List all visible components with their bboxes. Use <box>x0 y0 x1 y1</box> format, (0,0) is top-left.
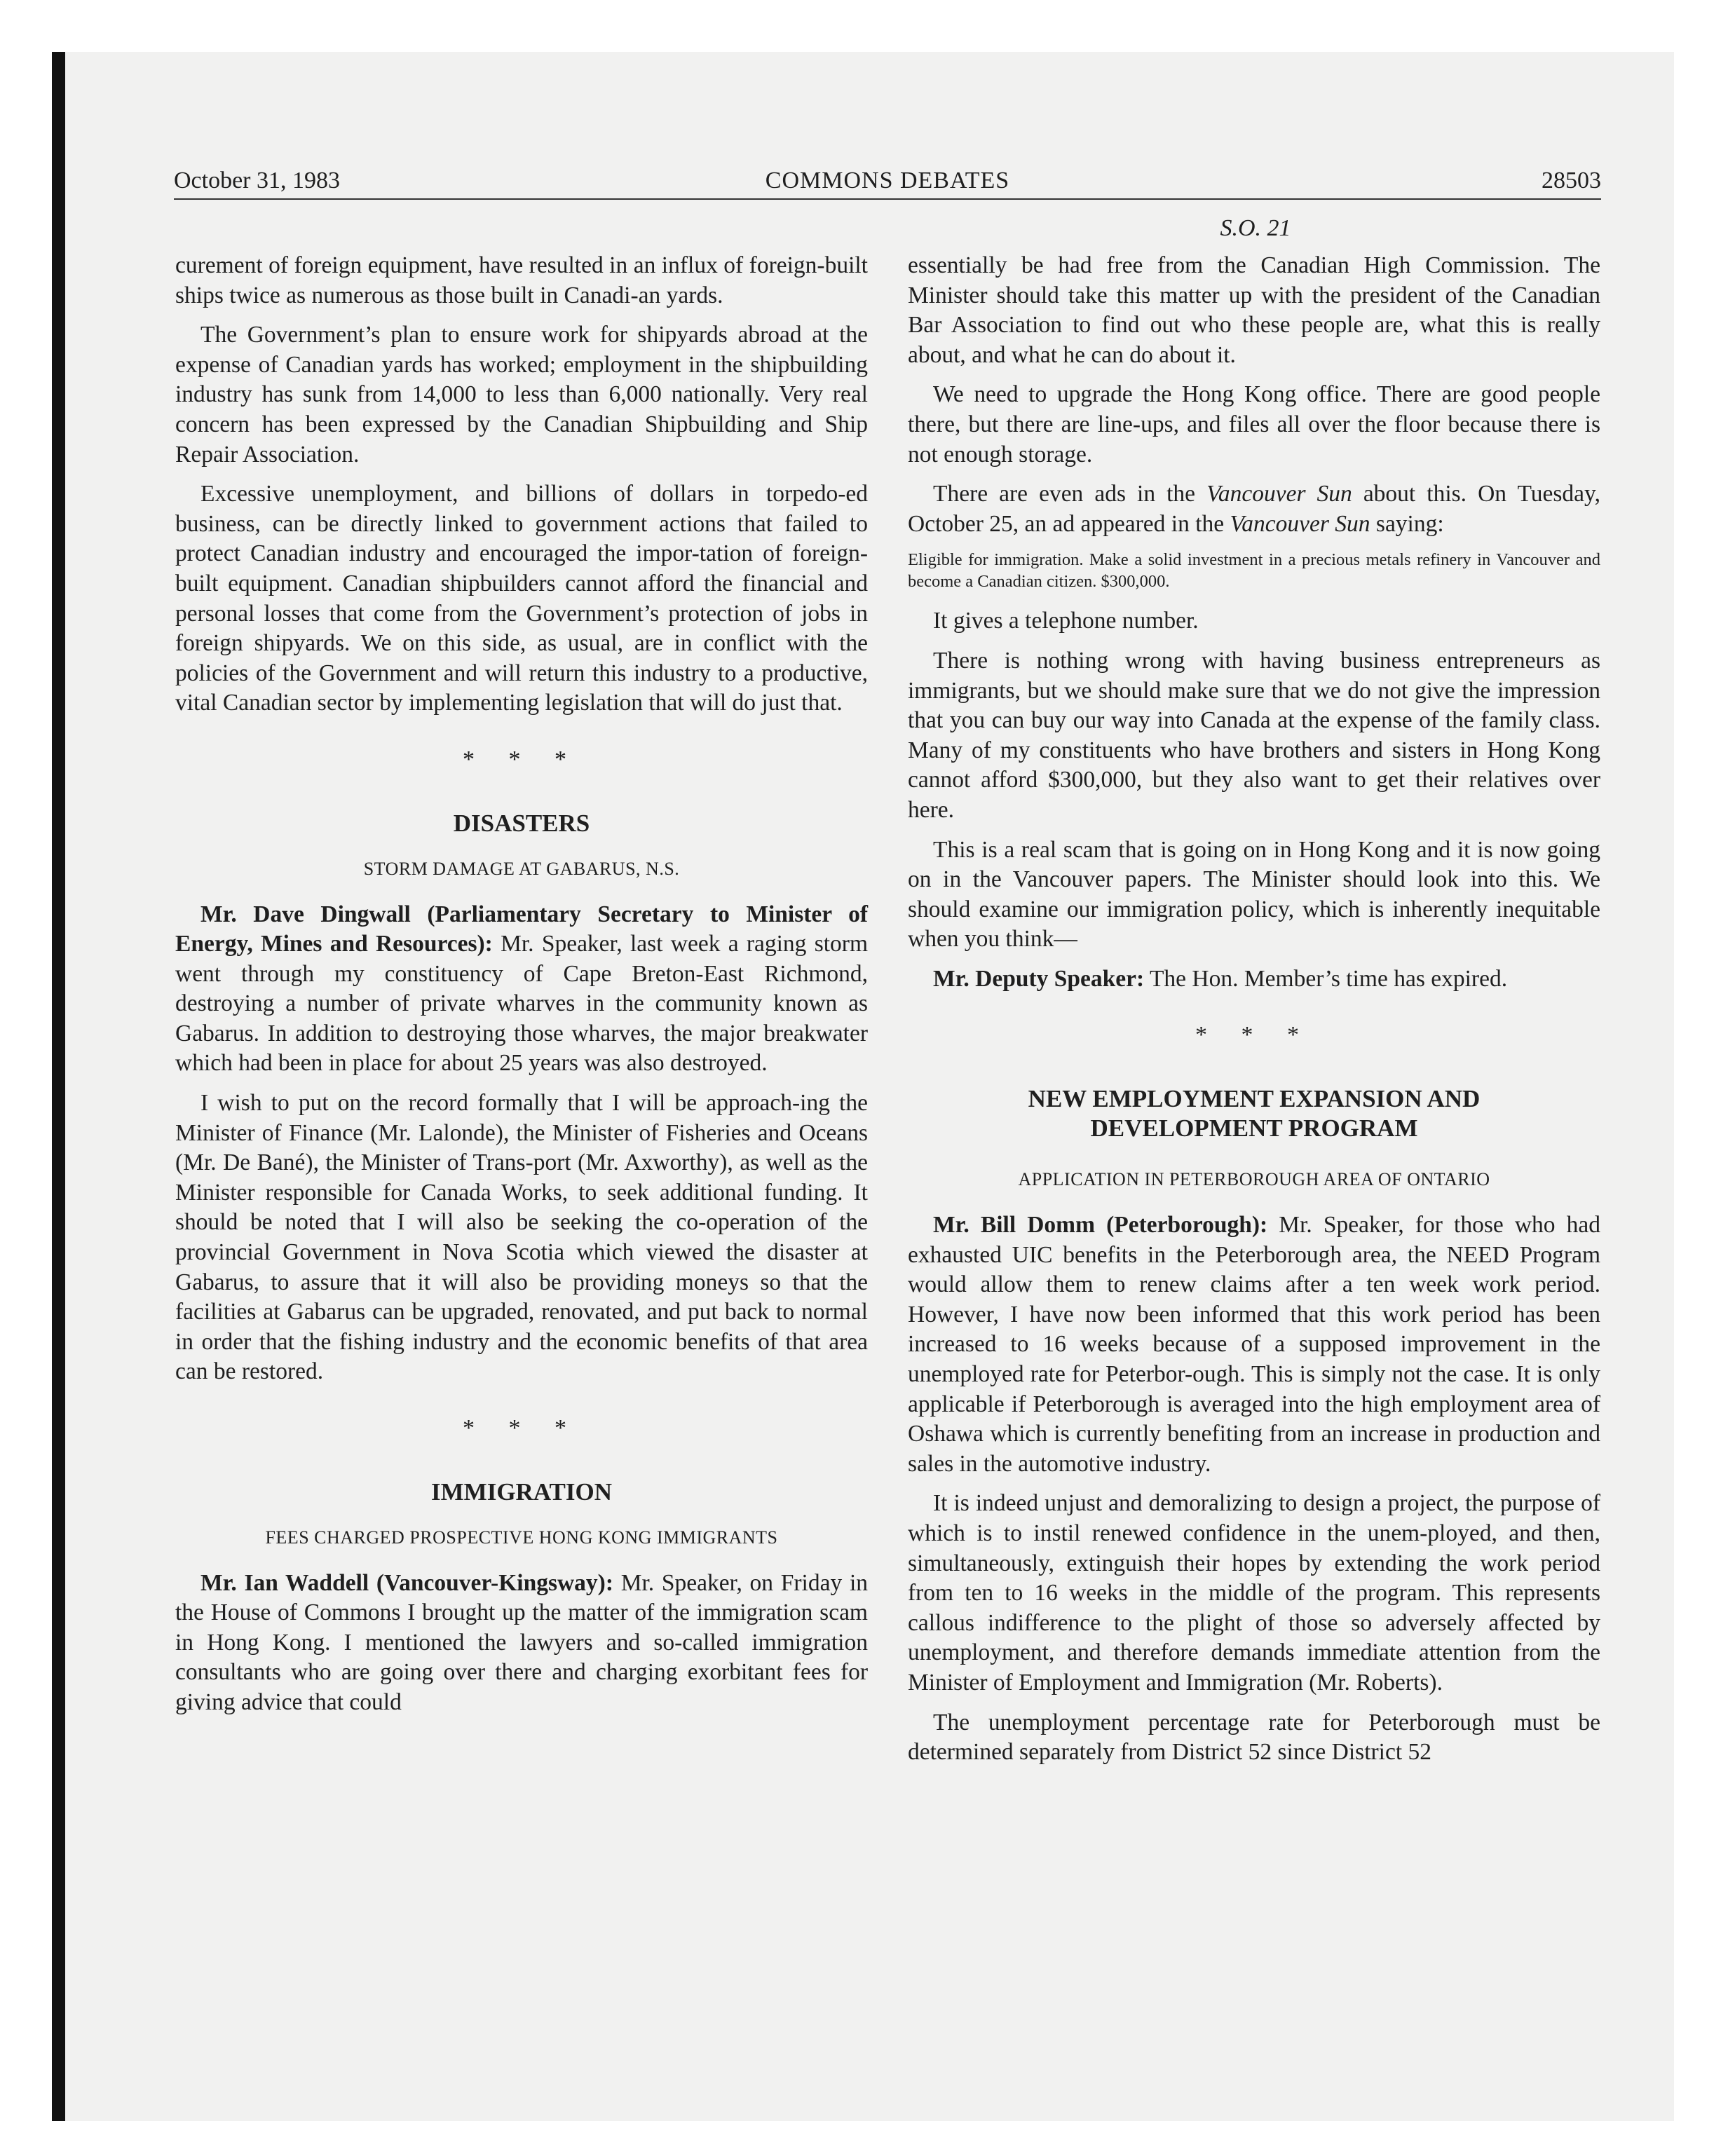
scan-binding-edge <box>52 52 65 2121</box>
speech-paragraph <box>908 964 1600 995</box>
header-title: COMMONS DEBATES <box>765 168 1010 193</box>
newspaper-title: Vancouver Sun <box>1206 481 1352 507</box>
speech-text: Mr. Speaker, last week a raging storm went through my constituency of Cape Breton-East Richmond, destroying a number of private wharves in the community known as Gabarus. In addition to destroying those wharves, the major breakwater which had been in place for about 25 years was also destroyed. <box>175 931 868 1077</box>
quoted-ad: Eligible for immigration. Make a solid investment in a precious metals refinery in Vancouver and become a Canadian citizen. $300,000. <box>908 550 1600 592</box>
paragraph: Excessive unemployment, and billions of dollars in torpedo-ed business, can be directly linked to government actions that failed to protect Canadian industry and encouraged the impor-tation of foreign-built equipment. Canadian shipbuilders cannot afford the financial and personal losses that come from the Government’s protection of jobs in foreign shipyards. We on this side, as usual, are in conflict with the policies of the Government and will return this industry to a productive, vital Canadian sector by implementing legislation that will do just that. <box>175 481 868 716</box>
speaker-name: Mr. Ian Waddell (Vancouver-Kingsway): <box>200 1569 613 1596</box>
right-column <box>908 251 1600 1778</box>
section-separator: * * * <box>1195 1022 1313 1049</box>
section-subheading: APPLICATION IN PETERBOROUGH AREA OF ONTARIO <box>1018 1169 1490 1190</box>
section-subheading: STORM DAMAGE AT GABARUS, N.S. <box>363 858 680 879</box>
text-run: saying: <box>1370 510 1444 537</box>
text-run: There are even ads in the <box>933 481 1207 507</box>
speaker-name: Mr. Bill Domm (Peterborough): <box>933 1212 1268 1239</box>
paragraph: This is a real scam that is going on in Hong Kong and it is now going on in the Vancouver papers. The Minister should look into this. We should examine our immigration policy, which is inherently inequitable when you think— <box>908 836 1600 953</box>
page-header <box>174 167 1601 195</box>
header-date: October 31, 1983 <box>174 168 341 193</box>
section-separator: * * * <box>463 1415 580 1441</box>
section-heading <box>908 1084 1600 1143</box>
speaker-name: Mr. Dave Dingwall (Parliamentary Secretary to Minister of Energy, Mines and Resources): <box>175 901 868 957</box>
speaker-name: Mr. Deputy Speaker: <box>933 965 1145 992</box>
paragraph: There is nothing wrong with having business entrepreneurs as immigrants, but we should make sure that we do not give the impression that you can buy our way into Canada at the expense of the family class. Many of my constituents who have brothers and sisters in Hong Kong cannot afford $300,000, but they also want to get their relatives over here. <box>908 647 1600 823</box>
paragraph: curement of foreign equipment, have resulted in an influx of foreign-built ships twice as numerous as those built in Canadi-an yards. <box>175 252 868 308</box>
paragraph: I wish to put on the record formally that I will be approach-ing the Minister of Finance (Mr. Lalonde), the Minister of Fisheries and Oceans (Mr. De Bané), the Minister of Trans-port (Mr. Axworthy), as well as the Minister responsible for Canada Works, to seek additional funding. It should be noted that I will also be seeking the co-operation of the provincial Government in Nova Scotia which viewed the disaster at Gabarus, to assure that it will also be providing moneys so that the facilities at Gabarus can be upgraded, renovated, and put back to normal in order that the fishing industry and the economic benefits of that area can be restored. <box>175 1090 868 1385</box>
section-separator: * * * <box>463 746 580 772</box>
section-heading: IMMIGRATION <box>431 1478 612 1506</box>
paragraph: It is indeed unjust and demoralizing to design a project, the purpose of which is to instil renewed confidence in the unem-ployed, and then, simultaneously, extinguish their hopes by extending the work period from ten to 16 weeks in the middle of the program. This represents callous indifference to the plight of those so adversely affected by unemployment, and therefore demands immediate attention from the Minister of Employment and Immigration (Mr. Roberts). <box>908 1490 1600 1696</box>
paragraph: It gives a telephone number. <box>933 608 1199 634</box>
section-subheading: FEES CHARGED PROSPECTIVE HONG KONG IMMIGRANTS <box>265 1527 778 1548</box>
speech-paragraph <box>175 1569 868 1718</box>
paragraph: The unemployment percentage rate for Peterborough must be determined separately from District 52 since District 52 <box>908 1709 1600 1766</box>
newspaper-title: Vancouver Sun <box>1230 510 1370 537</box>
paragraph: We need to upgrade the Hong Kong office. There are good people there, but there are line-ups, and files all over the floor because there is not enough storage. <box>908 381 1600 468</box>
speech-text: The Hon. Member’s time has expired. <box>1144 965 1508 992</box>
speech-text: Mr. Speaker, for those who had exhausted UIC benefits in the Peterborough area, the NEED Program would allow them to renew claims after a ten week work period. However, I have now been informed that this work period has been increased to 16 weeks because of a supposed improvement in the unemployed rate for Peterbor-ough. This is simply not the case. It is only applicable if Peterborough is averaged into the high employment area of Oshawa which is currently benefiting from an increase in production and sales in the automotive industry. <box>908 1212 1600 1477</box>
speech-paragraph <box>908 1210 1600 1479</box>
header-rule <box>174 198 1601 200</box>
speech-paragraph <box>175 900 868 1079</box>
section-heading-line: NEW EMPLOYMENT EXPANSION AND <box>1028 1085 1481 1113</box>
paragraph <box>908 479 1600 539</box>
header-page-number: 28503 <box>1542 168 1601 193</box>
speech-text: Mr. Speaker, on Friday in the House of Commons I brought up the matter of the immigration scam in Hong Kong. I mentioned the lawyers and so-called immigration consultants who are going over there and charging exorbitant fees for giving advice that could <box>175 1569 869 1715</box>
paragraph: The Government’s plan to ensure work for shipyards abroad at the expense of Canadian yards has worked; employment in the shipbuilding industry has sunk from 14,000 to less than 6,000 nationally. Very real concern has been expressed by the Canadian Shipbuilding and Ship Repair Association. <box>175 322 868 468</box>
text-run: about this. On Tuesday, October 25, an ad appeared in the <box>908 481 1600 537</box>
paragraph: essentially be had free from the Canadian High Commission. The Minister should take this matter up with the president of the Canadian Bar Association to find out who these people are, what this is really about, and what he can do about it. <box>908 252 1600 368</box>
section-heading-line: DEVELOPMENT PROGRAM <box>1090 1114 1418 1142</box>
margin-note: S.O. 21 <box>1220 215 1291 241</box>
left-column <box>175 251 868 1728</box>
section-heading: DISASTERS <box>453 809 590 837</box>
